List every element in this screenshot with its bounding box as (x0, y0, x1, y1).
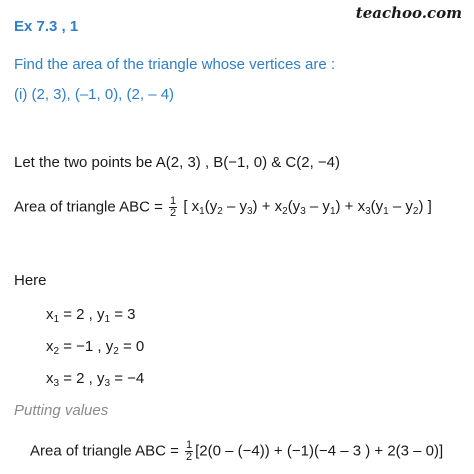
value-row-3: $x_3 = 2$ , $y_3 = -4$ (46, 370, 145, 389)
putting-values-label: Putting values (14, 402, 109, 419)
fraction-denominator: 2 (170, 207, 177, 219)
here-label: Here (14, 272, 47, 289)
question-prompt: Find the area of the triangle whose vertices are : (14, 56, 336, 73)
half-fraction (169, 196, 177, 219)
area-formula: [ $x_1(y_2 - y_3) + x_2(y_3 - y_1) + x_3(y_1 - y_2)$ ] (183, 198, 432, 218)
exercise-heading: Ex 7.3 , 1 (14, 18, 79, 35)
question-part-i: (i) (2, 3), (–1, 0), (2, – 4) (14, 86, 175, 103)
area-label: Area of triangle ABC = (14, 198, 168, 216)
fraction-numerator: 1 (170, 195, 177, 207)
final-half-fraction (185, 440, 193, 463)
final-fraction-denominator: 2 (186, 451, 193, 463)
teachoo-logo: teachoo.com (355, 4, 462, 22)
value-row-2: $x_2 = -1$ , $y_2 = 0$ (46, 338, 145, 357)
value-row-1: $x_1 = 2$ , $y_1 = 3$ (46, 306, 136, 325)
final-fraction-numerator: 1 (186, 439, 193, 451)
final-area-line (30, 440, 443, 463)
final-area-label: Area of triangle ABC = (30, 442, 184, 460)
let-points-line: Let the two points be A(2, 3) , B(−1, 0) & C(2, −4) (14, 154, 341, 171)
area-formula-line (14, 196, 432, 219)
final-expression: [2(0 – (−4)) + (−1)(−4 – 3 ) + 2(3 – 0)] (195, 442, 444, 460)
